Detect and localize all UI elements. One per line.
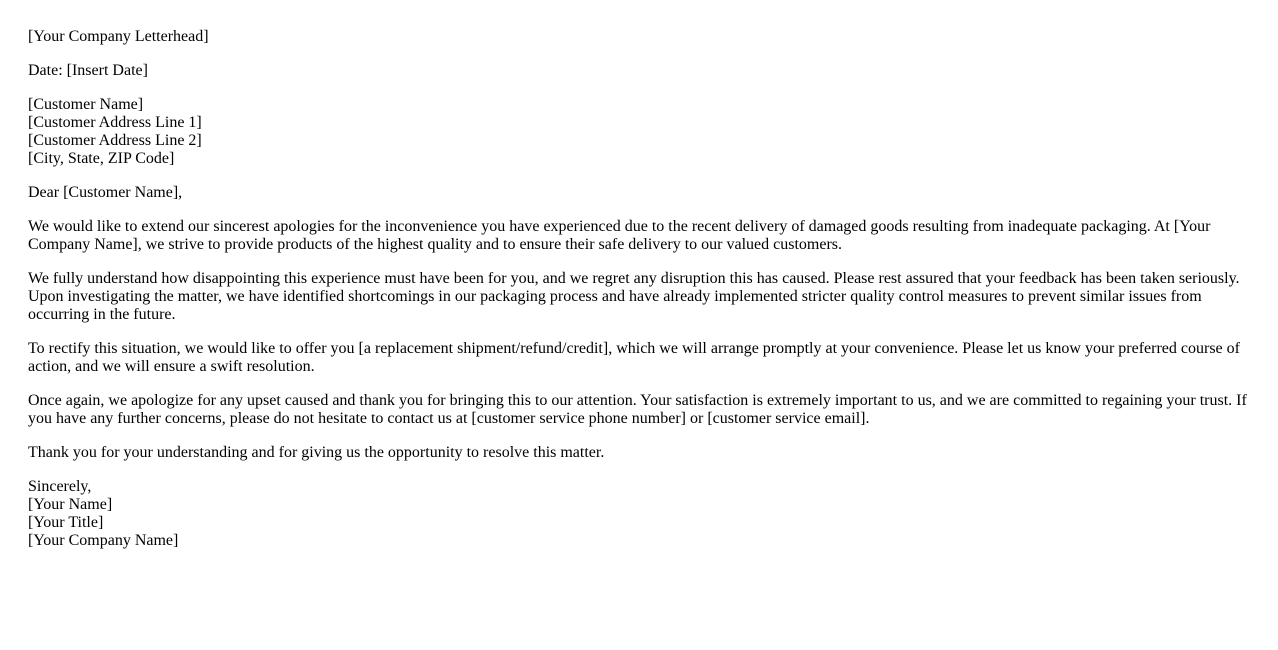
- salutation-block: [28, 184, 1254, 202]
- signature-block: [28, 478, 1254, 550]
- recipient-name: [Customer Name]: [28, 96, 144, 113]
- recipient-address-line-1: [Customer Address Line 1]: [28, 114, 202, 131]
- recipient-address: [28, 96, 1254, 168]
- letterhead-text: [Your Company Letterhead]: [28, 28, 209, 45]
- sender-name: [Your Name]: [28, 496, 113, 513]
- body-paragraph-thanks: Thank you for your understanding and for giving us the opportunity to resolve this matter.: [28, 444, 605, 461]
- sender-title: [Your Title]: [28, 514, 104, 531]
- body-paragraph-understanding: We fully understand how disappointing this experience must have been for you, and we regret any disruption this has caused. Please rest assured that your feedback has been taken seriously. Upon investigating the matter, we have identified shortcomings in our packaging process and have already implemented stricter quality control measures to prevent similar issues from occurring in the future.: [28, 270, 1240, 323]
- body-paragraph-remedy: To rectify this situation, we would like to offer you [a replacement shipment/refund/credit], which we will arrange promptly at your convenience. Please let us know your preferred course of action, and we will ensure a swift resolution.: [28, 340, 1240, 375]
- valediction: Sincerely,: [28, 478, 92, 495]
- body-paragraph-apology: We would like to extend our sincerest apologies for the inconvenience you have experienced due to the recent delivery of damaged goods resulting from inadequate packaging. At [Your Company Name], we strive to provide products of the highest quality and to ensure their safe delivery to our valued customers.: [28, 218, 1211, 253]
- letterhead: [28, 28, 1254, 46]
- recipient-city-state-zip: [City, State, ZIP Code]: [28, 150, 175, 167]
- recipient-address-line-2: [Customer Address Line 2]: [28, 132, 202, 149]
- date-block: [28, 62, 1254, 80]
- date-line: Date: [Insert Date]: [28, 62, 148, 79]
- sender-company: [Your Company Name]: [28, 532, 179, 549]
- body-paragraph-contact: Once again, we apologize for any upset caused and thank you for bringing this to our attention. Your satisfaction is extremely important to us, and we are committed to regaining your trust. If you have any further concerns, please do not hesitate to contact us at [customer service phone number] or [customer service email].: [28, 392, 1247, 427]
- letter: [28, 28, 1254, 566]
- salutation: Dear [Customer Name],: [28, 184, 183, 201]
